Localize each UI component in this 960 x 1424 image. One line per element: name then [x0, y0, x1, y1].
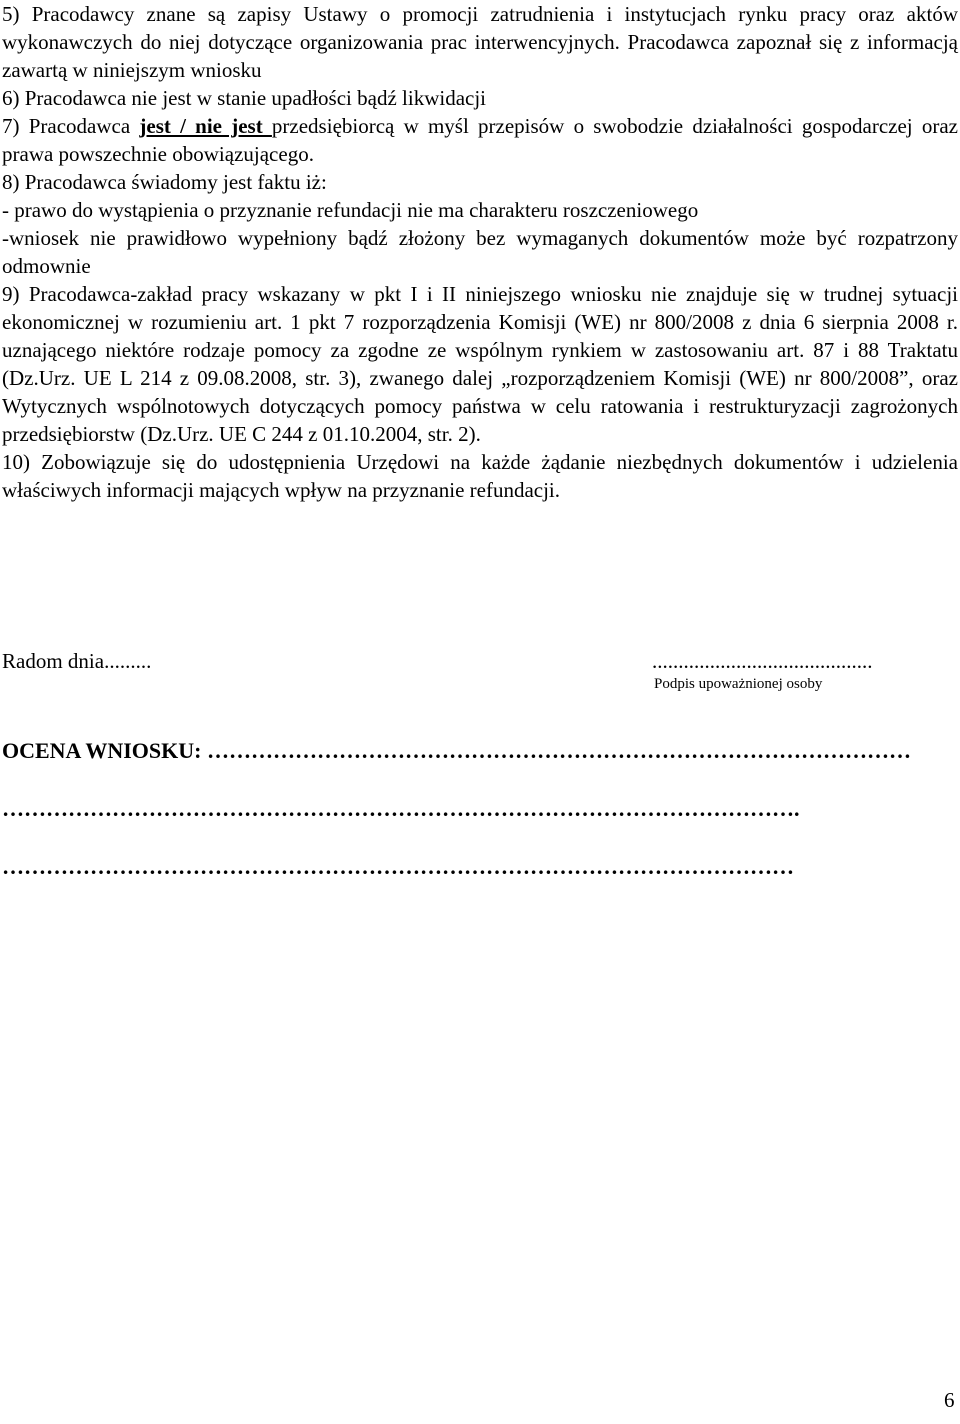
declaration-8-item-b: -wniosek nie prawidłowo wypełniony bądź złożony bez wymaganych dokumentów może być rozpatrzony odmownie — [2, 226, 958, 278]
declaration-7-rest: przedsiębiorcą w myśl przepisów o swobodzie działalności gospodarczej oraz prawa powszechnie obowiązującego. — [2, 114, 958, 166]
declaration-6: 6) Pracodawca nie jest w stanie upadłości bądź likwidacji — [2, 86, 487, 110]
declaration-7 — [2, 112, 958, 168]
signature-caption: Podpis upoważnionej osoby — [654, 676, 823, 692]
declaration-9: 9) Pracodawca-zakład pracy wskazany w pkt I i II niniejszego wniosku nie znajduje się w trudnej sytuacji ekonomicznej w rozumieniu art. 1 pkt 7 rozporządzenia Komisji (WE) nr 800/2008 z dnia 6 sierpnia 2008 r. uznającego niektóre rodzaje pomocy za zgodne ze wspólnym rynkiem w zastosowaniu art. 87 i 88 Traktatu (Dz.Urz. UE L 214 z 09.08.2008, str. 3), zwanego dalej „rozporządzeniem Komisji (WE) nr 800/2008”, oraz Wytycznych wspólnotowych dotyczących pomocy państwa w celu ratowania i restrukturyzacji zagrożonych przedsiębiorstw (Dz.Urz. UE C 244 z 01.10.2004, str. 2). — [2, 282, 958, 446]
signature-line: .......................................... — [652, 649, 873, 673]
assessment-line-2: ………………………………………………………………………………………………. — [2, 796, 800, 821]
place-date: Radom dnia......... — [2, 649, 152, 673]
declarations-section — [2, 0, 958, 504]
page-number: 6 — [944, 1388, 955, 1412]
assessment-line-3: ……………………………………………………………………………………………… — [2, 854, 794, 879]
application-assessment — [2, 722, 958, 896]
declaration-7-option: jest / nie jest — [139, 114, 272, 138]
declaration-10: 10) Zobowiązuje się do udostępnienia Urzędowi na każde żądanie niezbędnych dokumentów i udzielenia właściwych informacji mających wpływ na przyznanie refundacji. — [2, 450, 958, 502]
declaration-8-item-a: - prawo do wystąpienia o przyznanie refundacji nie ma charakteru roszczeniowego — [2, 198, 699, 222]
declaration-8: 8) Pracodawca świadomy jest faktu iż: — [2, 170, 327, 194]
declaration-5: 5) Pracodawcy znane są zapisy Ustawy o promocji zatrudnienia i instytucjach rynku pracy oraz aktów wykonawczych do niej dotyczące organizowania prac interwencyjnych. Pracodawca zapoznał się z informacją zawartą w niniejszym wniosku — [2, 2, 958, 82]
assessment-label: OCENA WNIOSKU: …………………………………………………………………………………… — [2, 738, 911, 763]
signature-row — [0, 649, 960, 709]
declaration-7-lead: 7) Pracodawca — [2, 114, 140, 138]
